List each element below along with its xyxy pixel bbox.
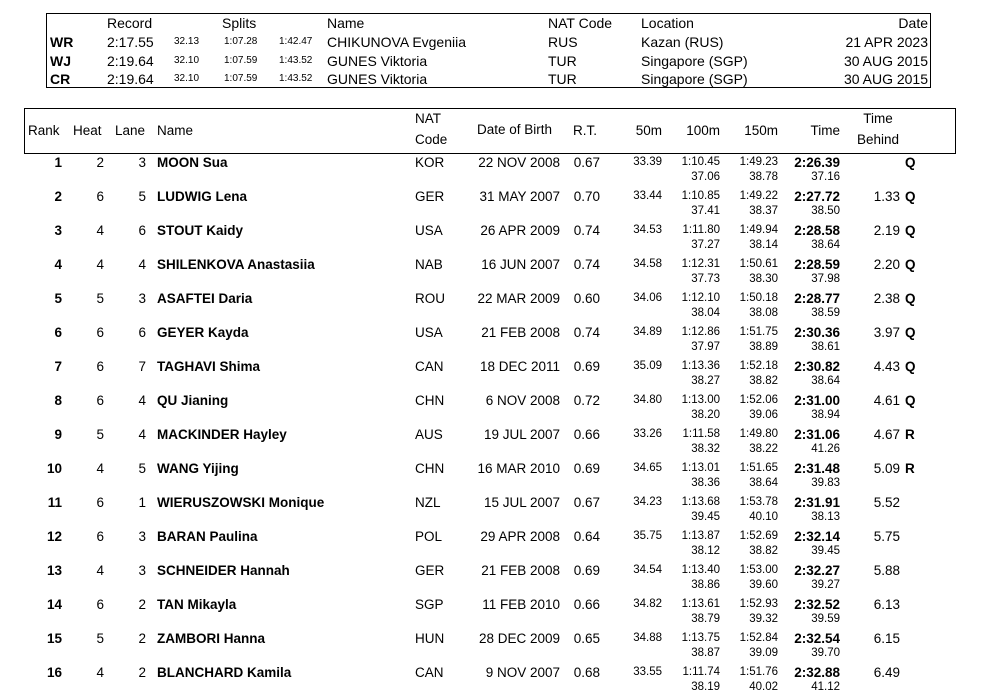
lane-cell: 5: [138, 189, 146, 204]
rt-cell: 0.74: [573, 223, 600, 238]
diff-150-cell: 38.14: [749, 239, 778, 251]
header-50m: 50m: [635, 123, 662, 138]
split-150-cell: 1:52.06: [739, 394, 778, 406]
split-50-cell: 34.88: [633, 632, 662, 644]
diff-200-cell: 41.26: [811, 443, 840, 455]
diff-100-cell: 38.32: [691, 443, 720, 455]
rank-cell: 4: [54, 257, 62, 272]
diff-200-cell: 39.27: [811, 579, 840, 591]
time-behind-cell: 5.88: [873, 563, 900, 578]
rank-cell: 9: [54, 427, 62, 442]
dob-cell: 26 APR 2009: [480, 223, 560, 238]
time-behind-cell: 4.67: [873, 427, 900, 442]
record-date: 30 AUG 2015: [843, 52, 928, 69]
rank-cell: 7: [54, 359, 62, 374]
lane-cell: 5: [138, 461, 146, 476]
diff-100-cell: 37.41: [691, 205, 720, 217]
diff-150-cell: 38.30: [749, 273, 778, 285]
time-behind-cell: 6.15: [873, 631, 900, 646]
diff-150-cell: 39.06: [749, 409, 778, 421]
diff-150-cell: 39.60: [749, 579, 778, 591]
split-150-cell: 1:51.65: [739, 462, 778, 474]
diff-150-cell: 38.22: [749, 443, 778, 455]
nat-cell: NAB: [415, 257, 443, 272]
split-50-cell: 34.53: [633, 224, 662, 236]
heat-cell: 6: [96, 189, 104, 204]
split-100-cell: 1:13.68: [681, 496, 720, 508]
heat-cell: 4: [96, 257, 104, 272]
rank-cell: 1: [54, 155, 62, 170]
header-150m: 150m: [744, 123, 778, 138]
split-150-cell: 1:51.75: [739, 326, 778, 338]
lane-cell: 3: [138, 529, 146, 544]
diff-100-cell: 38.04: [691, 307, 720, 319]
nat-cell: GER: [415, 189, 445, 204]
name-cell: STOUT Kaidy: [157, 223, 244, 238]
heat-cell: 6: [96, 325, 104, 340]
record-nat: RUS: [548, 34, 578, 50]
diff-100-cell: 38.20: [691, 409, 720, 421]
split-100-cell: 1:13.87: [681, 530, 720, 542]
split-50-cell: 35.75: [633, 530, 662, 542]
record-location: Kazan (RUS): [641, 34, 724, 50]
header-nat-line2: Code: [415, 132, 448, 147]
record-split-100: 1:07.59: [224, 54, 258, 66]
records-header-date: Date: [898, 15, 928, 31]
diff-100-cell: 38.12: [691, 545, 720, 557]
record-date: 30 AUG 2015: [843, 71, 928, 87]
time-cell: 2:30.36: [794, 325, 840, 340]
diff-100-cell: 38.79: [691, 613, 720, 625]
split-150-cell: 1:53.00: [739, 564, 778, 576]
diff-200-cell: 39.45: [811, 545, 840, 557]
time-behind-cell: 2.20: [873, 257, 900, 272]
diff-100-cell: 37.97: [691, 341, 720, 353]
header-behind-line2: Behind: [856, 132, 900, 147]
lane-cell: 7: [138, 359, 146, 374]
diff-150-cell: 38.64: [749, 477, 778, 489]
diff-100-cell: 37.27: [691, 239, 720, 251]
nat-cell: USA: [415, 325, 443, 340]
dob-cell: 19 JUL 2007: [483, 427, 560, 442]
time-behind-cell: 5.09: [873, 461, 900, 476]
time-cell: 2:27.72: [794, 189, 840, 204]
header-rt: R.T.: [573, 123, 598, 138]
split-50-cell: 33.26: [633, 428, 662, 440]
name-cell: WIERUSZOWSKI Monique: [157, 495, 325, 510]
split-50-cell: 34.65: [633, 462, 662, 474]
diff-100-cell: 38.86: [691, 579, 720, 591]
record-nat: TUR: [548, 71, 577, 87]
rank-cell: 14: [46, 597, 62, 612]
diff-200-cell: 37.16: [811, 171, 840, 183]
heat-cell: 6: [96, 495, 104, 510]
qualification-cell: Q: [905, 257, 916, 272]
dob-cell: 22 MAR 2009: [477, 291, 560, 306]
time-behind-cell: 4.61: [873, 393, 900, 408]
split-150-cell: 1:49.94: [739, 224, 778, 236]
header-dob: Date of Birth: [477, 122, 553, 137]
name-cell: QU Jianing: [157, 393, 229, 408]
heat-cell: 6: [96, 393, 104, 408]
qualification-cell: Q: [905, 291, 916, 306]
name-cell: MACKINDER Hayley: [157, 427, 287, 442]
split-50-cell: 34.54: [633, 564, 662, 576]
rank-cell: 10: [46, 461, 62, 476]
name-cell: SCHNEIDER Hannah: [157, 563, 290, 578]
rt-cell: 0.69: [573, 461, 600, 476]
time-cell: 2:28.58: [794, 223, 840, 238]
lane-cell: 4: [138, 427, 146, 442]
diff-200-cell: 38.59: [811, 307, 840, 319]
header-lane: Lane: [115, 123, 146, 138]
diff-150-cell: 40.10: [749, 511, 778, 523]
rank-cell: 6: [54, 325, 62, 340]
record-split-150: 1:42.47: [279, 36, 313, 47]
time-cell: 2:26.39: [794, 155, 840, 170]
name-cell: TAGHAVI Shima: [157, 359, 261, 374]
qualification-cell: Q: [905, 393, 916, 408]
dob-cell: 11 FEB 2010: [482, 597, 560, 612]
split-100-cell: 1:13.75: [681, 632, 720, 644]
heat-cell: 2: [96, 155, 104, 170]
record-name: GUNES Viktoria: [327, 52, 428, 69]
record-split-50: 32.10: [174, 54, 200, 66]
time-cell: 2:28.77: [794, 291, 840, 306]
split-100-cell: 1:13.61: [681, 598, 720, 610]
record-time: 2:19.64: [107, 71, 154, 87]
record-type: CR: [50, 71, 71, 87]
split-150-cell: 1:50.18: [739, 292, 778, 304]
record-name: CHIKUNOVA Evgeniia: [327, 34, 467, 50]
split-100-cell: 1:13.36: [681, 360, 720, 372]
nat-cell: SGP: [415, 597, 444, 612]
diff-150-cell: 38.82: [749, 375, 778, 387]
rank-cell: 15: [46, 631, 62, 646]
record-split-150: 1:43.52: [279, 54, 313, 66]
rank-cell: 3: [54, 223, 62, 238]
diff-150-cell: 40.02: [749, 681, 778, 693]
lane-cell: 3: [138, 155, 146, 170]
time-behind-cell: 6.49: [873, 665, 900, 680]
diff-200-cell: 38.94: [811, 409, 840, 421]
name-cell: WANG Yijing: [157, 461, 239, 476]
record-split-100: 1:07.28: [224, 36, 258, 47]
qualification-cell: Q: [905, 359, 916, 374]
time-cell: 2:31.91: [794, 495, 840, 510]
header-nat-line1: NAT: [415, 111, 441, 126]
split-50-cell: 35.09: [633, 360, 662, 372]
diff-150-cell: 38.89: [749, 341, 778, 353]
split-100-cell: 1:12.10: [681, 292, 720, 304]
heat-cell: 5: [96, 291, 104, 306]
diff-100-cell: 38.36: [691, 477, 720, 489]
name-cell: ASAFTEI Daria: [157, 291, 253, 306]
rank-cell: 2: [54, 189, 62, 204]
record-split-50: 32.13: [174, 36, 200, 47]
lane-cell: 6: [138, 223, 146, 238]
nat-cell: CAN: [415, 665, 444, 680]
split-150-cell: 1:52.69: [739, 530, 778, 542]
heat-cell: 6: [96, 359, 104, 374]
diff-200-cell: 39.83: [811, 477, 840, 489]
nat-cell: ROU: [415, 291, 445, 306]
time-behind-cell: 5.52: [873, 495, 900, 510]
time-cell: 2:30.82: [794, 359, 840, 374]
name-cell: ZAMBORI Hanna: [157, 631, 265, 646]
diff-150-cell: 38.37: [749, 205, 778, 217]
rt-cell: 0.74: [573, 257, 600, 272]
record-split-150: 1:43.52: [279, 73, 313, 84]
time-behind-cell: 3.97: [873, 325, 900, 340]
lane-cell: 2: [138, 665, 146, 680]
header-100m: 100m: [686, 123, 720, 138]
rt-cell: 0.74: [573, 325, 600, 340]
records-header-name: Name: [327, 15, 365, 31]
records-header-splits: Splits: [222, 15, 257, 31]
lane-cell: 3: [138, 291, 146, 306]
rt-cell: 0.69: [573, 359, 600, 374]
split-100-cell: 1:10.45: [681, 156, 720, 168]
time-cell: 2:31.06: [794, 427, 840, 442]
qualification-cell: Q: [905, 223, 916, 238]
diff-150-cell: 39.32: [749, 613, 778, 625]
split-150-cell: 1:52.93: [739, 598, 778, 610]
diff-200-cell: 38.13: [811, 511, 840, 523]
nat-cell: NZL: [415, 495, 441, 510]
dob-cell: 16 JUN 2007: [481, 257, 560, 272]
heat-cell: 4: [96, 563, 104, 578]
record-split-50: 32.10: [174, 73, 200, 84]
diff-100-cell: 38.19: [691, 681, 720, 693]
diff-100-cell: 39.45: [691, 511, 720, 523]
record-nat: TUR: [548, 52, 577, 69]
split-100-cell: 1:11.74: [682, 666, 720, 678]
name-cell: LUDWIG Lena: [157, 189, 247, 204]
diff-150-cell: 38.82: [749, 545, 778, 557]
lane-cell: 2: [138, 597, 146, 612]
split-150-cell: 1:53.78: [739, 496, 778, 508]
records-header-record: Record: [107, 15, 153, 31]
dob-cell: 18 DEC 2011: [479, 359, 560, 374]
time-behind-cell: 1.33: [873, 189, 900, 204]
rt-cell: 0.66: [573, 597, 600, 612]
header-rank: Rank: [28, 123, 60, 138]
heat-cell: 6: [96, 529, 104, 544]
record-location: Singapore (SGP): [641, 52, 748, 69]
nat-cell: POL: [415, 529, 443, 544]
qualification-cell: R: [905, 427, 915, 442]
split-150-cell: 1:52.18: [739, 360, 778, 372]
split-50-cell: 33.55: [633, 666, 662, 678]
heat-cell: 4: [96, 665, 104, 680]
time-cell: 2:31.00: [794, 393, 840, 408]
time-cell: 2:32.54: [794, 631, 840, 646]
time-behind-cell: 4.43: [873, 359, 900, 374]
nat-cell: KOR: [415, 155, 445, 170]
qualification-cell: Q: [905, 189, 916, 204]
split-100-cell: 1:11.58: [682, 428, 720, 440]
heat-cell: 4: [96, 223, 104, 238]
heat-cell: 5: [96, 427, 104, 442]
rt-cell: 0.68: [573, 665, 600, 680]
split-150-cell: 1:51.76: [739, 666, 778, 678]
record-location: Singapore (SGP): [641, 71, 748, 87]
name-cell: BLANCHARD Kamila: [157, 665, 292, 680]
nat-cell: USA: [415, 223, 443, 238]
split-50-cell: 34.58: [633, 258, 662, 270]
nat-cell: CAN: [415, 359, 444, 374]
diff-200-cell: 38.50: [811, 205, 840, 217]
split-100-cell: 1:10.85: [681, 190, 720, 202]
rank-cell: 12: [46, 529, 62, 544]
name-cell: GEYER Kayda: [157, 325, 249, 340]
split-100-cell: 1:12.86: [681, 326, 720, 338]
split-50-cell: 34.06: [633, 292, 662, 304]
lane-cell: 3: [138, 563, 146, 578]
dob-cell: 28 DEC 2009: [478, 631, 560, 646]
record-time: 2:19.64: [107, 52, 154, 69]
rt-cell: 0.65: [573, 631, 600, 646]
record-type: WJ: [50, 52, 71, 69]
rt-cell: 0.72: [573, 393, 600, 408]
qualification-cell: Q: [905, 155, 916, 170]
dob-cell: 21 FEB 2008: [481, 563, 560, 578]
dob-cell: 15 JUL 2007: [483, 495, 560, 510]
split-100-cell: 1:13.40: [681, 564, 720, 576]
record-name: GUNES Viktoria: [327, 71, 428, 87]
nat-cell: GER: [415, 563, 445, 578]
qualification-cell: R: [905, 461, 915, 476]
diff-100-cell: 37.73: [691, 273, 720, 285]
header-heat: Heat: [73, 123, 102, 138]
diff-150-cell: 39.09: [749, 647, 778, 659]
name-cell: TAN Mikayla: [157, 597, 237, 612]
time-behind-cell: 2.38: [873, 291, 900, 306]
split-150-cell: 1:49.23: [739, 156, 778, 168]
time-cell: 2:28.59: [794, 257, 840, 272]
diff-200-cell: 41.12: [811, 681, 840, 693]
split-150-cell: 1:49.22: [739, 190, 778, 202]
rt-cell: 0.67: [573, 155, 600, 170]
rank-cell: 8: [54, 393, 62, 408]
time-cell: 2:32.14: [794, 529, 840, 544]
split-50-cell: 33.44: [633, 190, 662, 202]
dob-cell: 16 MAR 2010: [477, 461, 560, 476]
heat-cell: 4: [96, 461, 104, 476]
nat-cell: AUS: [415, 427, 443, 442]
rank-cell: 11: [47, 495, 62, 510]
qualification-cell: Q: [905, 325, 916, 340]
dob-cell: 6 NOV 2008: [485, 393, 560, 408]
diff-100-cell: 37.06: [691, 171, 720, 183]
rt-cell: 0.67: [573, 495, 600, 510]
name-cell: MOON Sua: [157, 155, 228, 170]
split-150-cell: 1:49.80: [739, 428, 778, 440]
time-behind-cell: 2.19: [873, 223, 900, 238]
lane-cell: 4: [138, 393, 146, 408]
split-100-cell: 1:13.01: [681, 462, 720, 474]
rt-cell: 0.60: [573, 291, 600, 306]
records-header-location: Location: [641, 15, 694, 31]
diff-100-cell: 38.27: [691, 375, 720, 387]
split-50-cell: 34.23: [633, 496, 662, 508]
rt-cell: 0.70: [573, 189, 600, 204]
dob-cell: 29 APR 2008: [480, 529, 560, 544]
time-cell: 2:32.88: [794, 665, 840, 680]
record-split-100: 1:07.59: [224, 73, 258, 84]
split-100-cell: 1:13.00: [681, 394, 720, 406]
name-cell: SHILENKOVA Anastasiia: [157, 257, 315, 272]
diff-200-cell: 38.64: [811, 239, 840, 251]
split-50-cell: 34.80: [633, 394, 662, 406]
nat-cell: CHN: [415, 393, 445, 408]
rt-cell: 0.69: [573, 563, 600, 578]
nat-cell: CHN: [415, 461, 445, 476]
name-cell: BARAN Paulina: [157, 529, 258, 544]
split-100-cell: 1:11.80: [682, 224, 720, 236]
header-name: Name: [157, 123, 194, 138]
diff-200-cell: 39.59: [811, 613, 840, 625]
time-cell: 2:32.52: [794, 597, 840, 612]
record-date: 21 APR 2023: [845, 34, 928, 50]
rank-cell: 16: [46, 665, 62, 680]
diff-100-cell: 38.87: [691, 647, 720, 659]
split-100-cell: 1:12.31: [681, 258, 720, 270]
split-50-cell: 33.39: [633, 156, 662, 168]
time-cell: 2:32.27: [794, 563, 840, 578]
dob-cell: 9 NOV 2007: [485, 665, 560, 680]
lane-cell: 6: [138, 325, 146, 340]
split-50-cell: 34.89: [633, 326, 662, 338]
diff-200-cell: 37.98: [811, 273, 840, 285]
rt-cell: 0.64: [573, 529, 600, 544]
heat-cell: 5: [96, 631, 104, 646]
diff-200-cell: 38.64: [811, 375, 840, 387]
split-50-cell: 34.82: [633, 598, 662, 610]
heat-cell: 6: [96, 597, 104, 612]
rank-cell: 5: [54, 291, 62, 306]
split-150-cell: 1:52.84: [739, 632, 778, 644]
dob-cell: 22 NOV 2008: [478, 155, 560, 170]
split-150-cell: 1:50.61: [739, 258, 778, 270]
dob-cell: 21 FEB 2008: [481, 325, 560, 340]
time-behind-cell: 6.13: [873, 597, 900, 612]
dob-cell: 31 MAY 2007: [479, 189, 560, 204]
rt-cell: 0.66: [573, 427, 600, 442]
lane-cell: 1: [138, 495, 146, 510]
rank-cell: 13: [46, 563, 62, 578]
nat-cell: HUN: [415, 631, 445, 646]
header-time: Time: [810, 123, 840, 138]
diff-150-cell: 38.78: [749, 171, 778, 183]
lane-cell: 2: [138, 631, 146, 646]
time-behind-cell: 5.75: [873, 529, 900, 544]
header-behind-line1: Time: [863, 111, 893, 126]
lane-cell: 4: [138, 257, 146, 272]
diff-150-cell: 38.08: [749, 307, 778, 319]
records-header-nat-code: NAT Code: [548, 15, 613, 31]
diff-200-cell: 39.70: [811, 647, 840, 659]
record-time: 2:17.55: [107, 34, 154, 50]
diff-200-cell: 38.61: [811, 341, 840, 353]
time-cell: 2:31.48: [794, 461, 840, 476]
record-type: WR: [50, 34, 74, 50]
